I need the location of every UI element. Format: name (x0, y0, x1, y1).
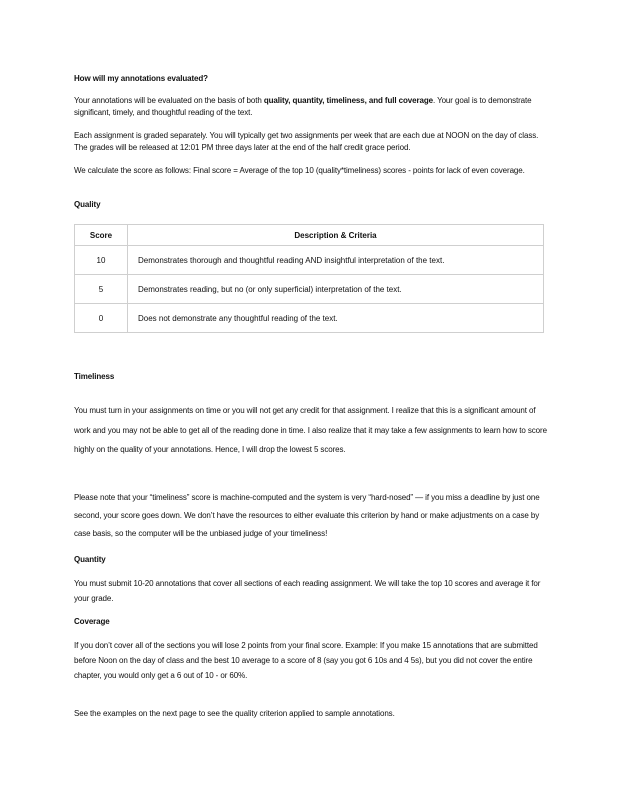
description-cell: Does not demonstrate any thoughtful reading of the text. (128, 304, 544, 333)
description-cell: Demonstrates thorough and thoughtful reading AND insightful interpretation of the text. (128, 246, 544, 275)
description-cell: Demonstrates reading, but no (or only superficial) interpretation of the text. (128, 275, 544, 304)
table-row (75, 246, 544, 275)
criteria-bold: quality, quantity, timeliness, and full coverage (263, 96, 433, 105)
column-header-description: Description & Criteria (128, 225, 544, 246)
column-header-score: Score (75, 225, 128, 246)
quality-table (74, 224, 544, 333)
examples-note: See the examples on the next page to see the quality criterion applied to sample annotations. (74, 709, 395, 718)
score-cell: 5 (75, 275, 128, 304)
quantity-heading: Quantity (74, 555, 106, 564)
quantity-paragraph: You must submit 10-20 annotations that cover all sections of each reading assignment. We will take the top 10 scores and average it for your grade. (74, 579, 541, 603)
timeliness-heading: Timeliness (74, 372, 115, 381)
grading-paragraph: Each assignment is graded separately. You will typically get two assignments per week that are each due at NOON on the day of class. The grades will be released at 12:01 PM three days later at the end of the half credit grace period. (74, 131, 539, 152)
coverage-heading: Coverage (74, 617, 110, 626)
quality-heading: Quality (74, 200, 101, 209)
timeliness-paragraph: You must turn in your assignments on time or you will not get any credit for that assignment. I realize that this is a significant amount of work and you may not be able to get all of the reading done in time. I also realize that it may take a few assignments to learn how to score highly on the quality of your annotations. Hence, I will drop the lowest 5 scores. (74, 406, 547, 454)
table-row (75, 304, 544, 333)
timeliness-note-paragraph: Please note that your “timeliness” score is machine-computed and the system is very “hard-nosed” — if you miss a deadline by just one second, your score goes down. We don’t have the resources to either evaluate this criterion by hand or make adjustments on a case by case basis, so the computer will be the unbiased judge of your timeliness! (74, 493, 540, 538)
table-header-row (75, 225, 544, 246)
score-formula-paragraph: We calculate the score as follows: Final score = Average of the top 10 (quality*timeliness) scores - points for lack of even coverage. (74, 166, 525, 175)
score-cell: 10 (75, 246, 128, 275)
score-cell: 0 (75, 304, 128, 333)
eval-paragraph: Your annotations will be evaluated on the basis of both quality, quantity, timeliness, and full coverage. Your goal is to demonstrate significant, timely, and thoughtful reading of the text. (74, 96, 532, 117)
coverage-paragraph: If you don’t cover all of the sections you will lose 2 points from your final score. Example: If you make 15 annotations that are submitted before Noon on the day of class and the best 10 average to a score of 8 (say you got 6 10s and 4 5s), but you did not cover the entire chapter, you would only get a 6 out of 10 - or 60%. (74, 641, 538, 680)
eval-heading: How will my annotations evaluated? (74, 74, 208, 83)
table-row (75, 275, 544, 304)
